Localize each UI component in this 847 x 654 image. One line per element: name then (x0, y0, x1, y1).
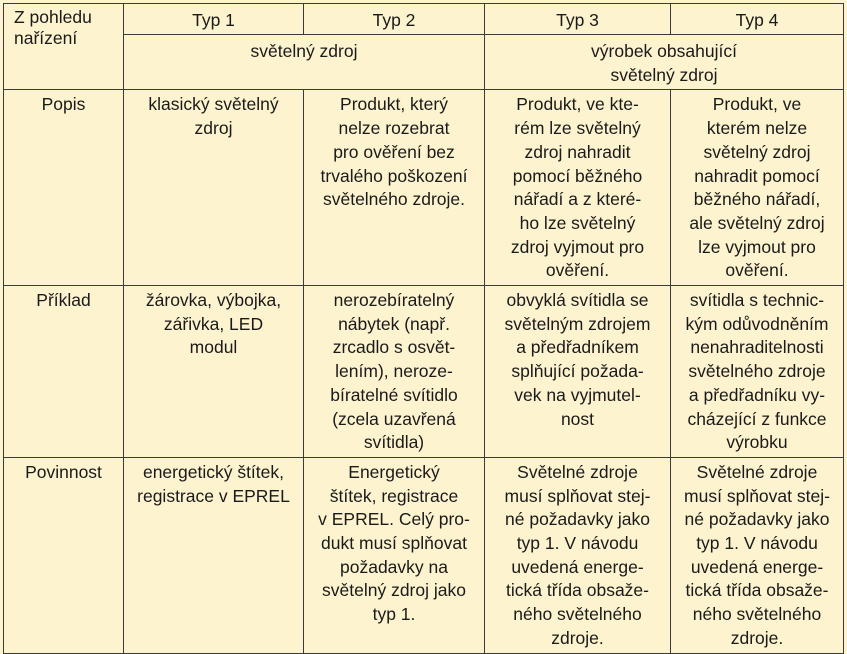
table-cell: svítidla s technic- kým odůvodněním nenahraditelnosti světelného zdroje a předřadníku vy- cházející z funkce výrobku (671, 286, 844, 458)
table-cell: nerozebíratelný nábytek (např. zrcadlo s osvět- lením), nerozе- bíratelné svítidlo (zcela uzavřená svítidla) (304, 286, 485, 458)
table-cell: obvyklá svítidla se světelným zdrojem a předřadníkem splňující požada- vek na vyjmutel- nost (485, 286, 671, 458)
table-cell: žárovka, výbojka, zářivka, LED modul (124, 286, 304, 458)
row-label-priklad: Příklad (4, 286, 124, 458)
table-cell: Produkt, který nelze rozebrat pro ověření bez trvalého poškození světelného zdroje. (304, 90, 485, 286)
table-cell: Světelné zdroje musí splňovat stej- né požadavky jako typ 1. V návodu uvedená energe- tická třída obsaže- ného světelného zdroje. (671, 457, 844, 653)
classification-table (3, 3, 844, 654)
corner-header: Z pohledu nařízení (4, 4, 124, 90)
row-label-povinnost: Povinnost (4, 457, 124, 653)
row-label-popis: Popis (4, 90, 124, 286)
table-cell: klasický světelný zdroj (124, 90, 304, 286)
type-header-4: Typ 4 (671, 4, 844, 35)
type-header-2: Typ 2 (304, 4, 485, 35)
table-cell: Energetický štítek, registrace v EPREL. Celý pro- dukt musí splňovat požadavky na světelný zdroj jako typ 1. (304, 457, 485, 653)
table-cell: energetický štítek, registrace v EPREL (124, 457, 304, 653)
group-header-light-source: světelný zdroj (124, 35, 485, 90)
table-cell: Produkt, ve kte- rém lze světelný zdroj nahradit pomocí běžného nářadí a z které- ho lze světelný zdroj vyjmout pro ověření. (485, 90, 671, 286)
type-header-1: Typ 1 (124, 4, 304, 35)
type-header-3: Typ 3 (485, 4, 671, 35)
group-header-product-containing: výrobek obsahující světelný zdroj (485, 35, 844, 90)
table-cell: Světelné zdroje musí splňovat stej- né požadavky jako typ 1. V návodu uvedená energe- tická třída obsaže- ného světelného zdroje. (485, 457, 671, 653)
table-cell: Produkt, ve kterém nelze světelný zdroj nahradit pomocí běžného nářadí, ale světelný zdroj lze vyjmout pro ověření. (671, 90, 844, 286)
